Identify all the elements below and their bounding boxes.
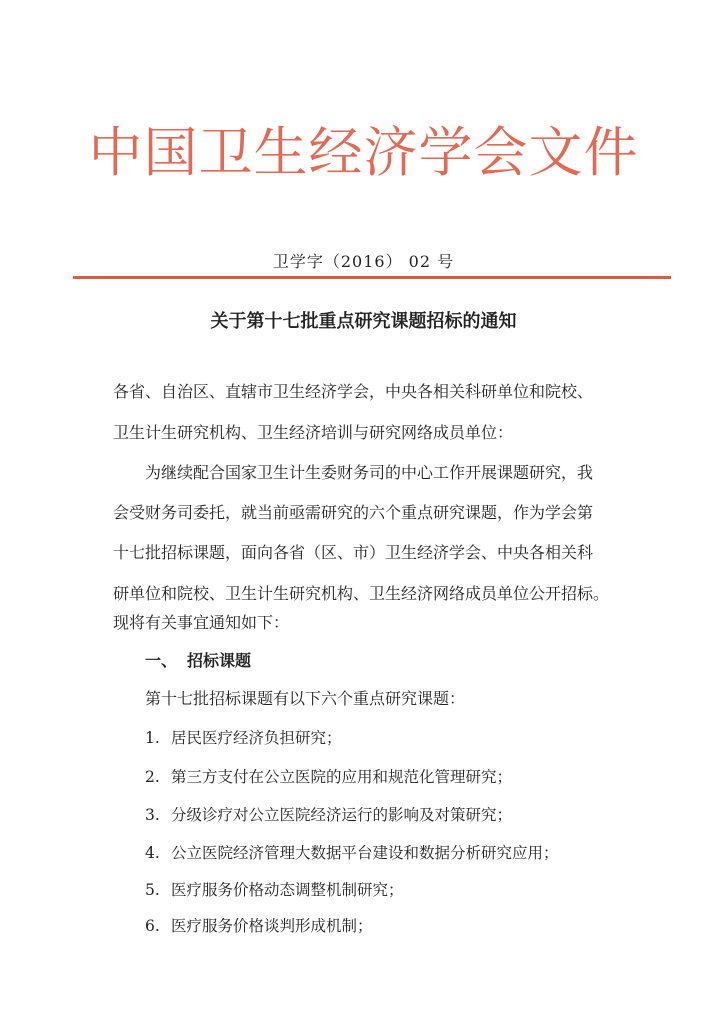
topic-text: 公立医院经济管理大数据平台建设和数据分析研究应用；: [171, 844, 559, 862]
topic-number: 6.: [145, 917, 160, 935]
topic-number: 1.: [145, 729, 160, 747]
topic-text: 居民医疗经济负担研究；: [171, 729, 342, 747]
section-title: 招标课题: [187, 651, 252, 670]
topic-item: [145, 766, 512, 788]
topic-number: 3.: [145, 806, 160, 824]
intro-line-4: 研单位和院校、卫生计生研究机构、卫生经济网络成员单位公开招标。: [113, 584, 610, 603]
red-divider-rule: [73, 276, 671, 279]
intro-line-5: 现将有关事宜通知如下：: [113, 613, 290, 632]
document-number: 卫学字（2016） 02 号: [272, 252, 455, 271]
section-heading: [145, 650, 251, 672]
topic-item: [145, 727, 342, 749]
addressee-line-2: 卫生计生研究机构、卫生经济培训与研究网络成员单位：: [113, 423, 514, 442]
intro-line-1: 为继续配合国家卫生计生委财务司的中心工作开展课题研究，我: [145, 463, 594, 482]
notice-title: 关于第十七批重点研究课题招标的通知: [210, 311, 517, 332]
topic-text: 医疗服务价格动态调整机制研究；: [171, 881, 404, 899]
addressee-line-1: 各省、自治区、直辖市卫生经济学会，中央各相关科研单位和院校、: [113, 382, 594, 401]
section-number: 一、: [145, 651, 178, 670]
topic-text: 医疗服务价格谈判形成机制；: [171, 917, 373, 935]
topic-item: [145, 842, 559, 864]
section-lead: 第十七批招标课题有以下六个重点研究课题：: [145, 689, 466, 708]
org-header-title: 中国卫生经济学会文件: [88, 121, 639, 184]
topic-number: 4.: [145, 844, 160, 862]
topic-number: 5.: [145, 881, 160, 899]
topic-number: 2.: [145, 768, 160, 786]
topic-item: [145, 804, 512, 826]
intro-line-2: 会受财务司委托，就当前亟需研究的六个重点研究课题，作为学会第: [113, 503, 594, 522]
topic-item: [145, 915, 373, 937]
intro-line-3: 十七批招标课题，面向各省（区、市）卫生经济学会、中央各相关科: [113, 543, 594, 562]
topic-text: 分级诊疗对公立医院经济运行的影响及对策研究；: [171, 806, 513, 824]
topic-text: 第三方支付在公立医院的应用和规范化管理研究；: [171, 768, 513, 786]
topic-item: [145, 879, 404, 901]
